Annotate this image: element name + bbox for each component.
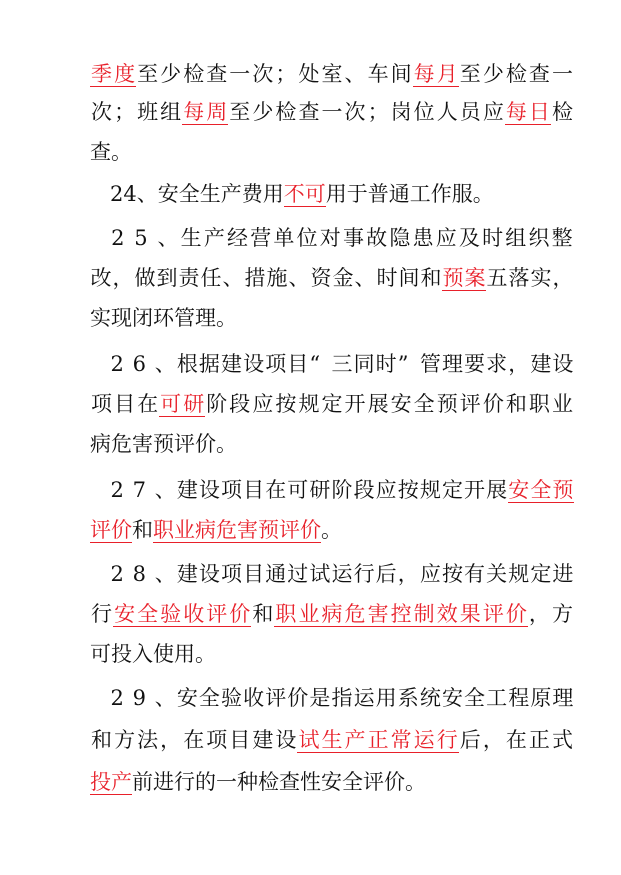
text-char: 产 [203,226,225,250]
text-char: 查 [528,62,550,86]
text-char: 项 [221,478,243,502]
text-char: ， [482,728,504,752]
text-char: 统 [419,686,441,710]
text-char: 、 [154,686,176,710]
highlighted-answer: 可研 [160,392,207,416]
text-char: 五 [486,266,508,290]
text-char: 单 [273,226,295,250]
text-char: 少 [482,62,504,86]
text-char: 预 [436,392,458,416]
text-char: 做 [134,266,156,290]
text-char: 安 [176,686,198,710]
text-char: 定 [441,478,463,502]
text-line [110,176,574,212]
text-char: 落 [508,266,530,290]
text-char: ； [275,62,297,86]
text-char: 目 [243,562,265,586]
text-char: 改 [90,266,112,290]
text-char: 过 [287,562,309,586]
text-char: 和 [91,728,113,752]
text-char: 时 [482,226,504,250]
text-char: 法 [137,728,159,752]
text-char: 有 [464,562,486,586]
highlighted-answer: 安全预 [508,478,575,502]
text-line [110,556,574,592]
text-char: 目 [243,478,265,502]
text-char: 及 [458,226,480,250]
text-char: 到 [156,266,178,290]
text-char: 理 [552,686,574,710]
text-char: 项 [265,352,287,376]
text-char: 时 [375,352,397,376]
highlighted-answer: 试生产正常运行 [298,728,460,752]
text-char: ， [552,266,574,290]
text-char: 、 [154,478,176,502]
text-char: 指 [331,686,353,710]
text-char: 次 [344,100,366,124]
text-char: 室 [321,62,343,86]
text-char: 车 [367,62,389,86]
text-char: 2 [111,226,125,250]
text-char: 实 [530,266,552,290]
text-line [90,386,574,422]
text-char: 原 [530,686,552,710]
text-char: 至 [459,62,481,86]
text-char: 设 [243,352,265,376]
text-char: 价 [482,392,504,416]
text-line [90,512,574,548]
text-char: 、 [222,266,244,290]
text-line [110,680,574,716]
text-char: 次 [252,62,274,86]
text-char: 处 [298,62,320,86]
text-char: 试 [309,562,331,586]
highlighted-answer: 每日 [505,100,552,124]
text-char: 少 [160,62,182,86]
text-char: ， [397,562,419,586]
text-line [90,636,574,672]
text-char: 在 [265,478,287,502]
text-char: 阶 [331,478,353,502]
text-run: 24、安全生产费用 [110,182,284,206]
text-char: 检 [551,100,573,124]
text-char: 进 [552,562,574,586]
text-char: 少 [252,100,274,124]
text-char: 建 [176,478,198,502]
text-line [90,134,574,170]
text-char: 、 [154,352,176,376]
text-char: 定 [321,392,343,416]
text-char: 至 [229,100,251,124]
text-char: 后 [459,728,481,752]
text-char: 金 [332,266,354,290]
text-char: 设 [552,352,574,376]
text-char: 检 [505,62,527,86]
text-char: 验 [221,686,243,710]
text-char: 展 [486,478,508,502]
text-run: 病危害预评价。 [90,432,237,456]
text-run: 前进行的一种检查性安全评价。 [132,770,426,794]
text-char: 评 [265,686,287,710]
text-char: 设 [198,478,220,502]
text-line [90,426,574,462]
text-char: 开 [344,392,366,416]
text-run: 用于普通工作服。 [325,182,494,206]
text-char: 后 [375,562,397,586]
text-char: ； [114,100,136,124]
text-char: 应 [435,226,457,250]
text-char: 是 [309,686,331,710]
text-char: 工 [486,686,508,710]
text-char: 程 [508,686,530,710]
text-char: “ [309,352,321,376]
text-line [90,722,574,758]
text-char: 应 [482,100,504,124]
text-char: 要 [464,352,486,376]
text-line [90,300,574,336]
text-char: 评 [459,392,481,416]
text-char: 据 [198,352,220,376]
text-char: 建 [221,352,243,376]
text-char: 建 [252,728,274,752]
text-char: 应 [252,392,274,416]
text-char: 全 [413,392,435,416]
text-char: 关 [486,562,508,586]
text-char: 事 [342,226,364,250]
text-char: 7 [132,478,147,502]
text-char: 措 [244,266,266,290]
text-char: 、 [354,266,376,290]
highlighted-answer: 职业病危害预评价 [153,518,321,542]
text-char: 员 [459,100,481,124]
text-char: 根 [176,352,198,376]
text-char: ； [367,100,389,124]
highlighted-answer: 投产 [90,770,132,794]
text-line [90,596,574,632]
highlighted-answer: 职业病危害控制效果评价 [275,602,529,626]
text-char: 展 [367,392,389,416]
text-char: 方 [114,728,136,752]
text-char: 职 [528,392,550,416]
text-char: 按 [397,478,419,502]
highlighted-answer: 安全验收评价 [114,602,253,626]
text-char: 建 [530,352,552,376]
text-char: 价 [287,686,309,710]
text-char: 查 [206,62,228,86]
text-char: 目 [287,352,309,376]
text-line [110,472,574,508]
text-char: 在 [505,728,527,752]
text-char: 按 [275,392,297,416]
text-char: 、 [154,562,176,586]
text-char: 通 [265,562,287,586]
text-char: 行 [91,602,113,626]
text-char: ” [397,352,409,376]
text-char: 运 [331,562,353,586]
text-run: 查。 [90,140,132,164]
text-char: 、 [344,62,366,86]
text-char: 间 [398,266,420,290]
text-char: 检 [275,100,297,124]
text-char: 间 [390,62,412,86]
text-char: 至 [137,62,159,86]
text-char: 责 [178,266,200,290]
text-char: 位 [413,100,435,124]
text-char: 定 [530,562,552,586]
text-char: 生 [180,226,202,250]
text-char: 和 [505,392,527,416]
text-char: 岗 [390,100,412,124]
text-char: 经 [227,226,249,250]
text-line [90,56,574,92]
text-char: 安 [441,686,463,710]
text-line [90,764,574,800]
text-char: 一 [229,62,251,86]
text-char: ， [112,266,134,290]
text-run: 。 [321,518,342,542]
text-char: 8 [132,562,147,586]
text-char: 2 [110,478,124,502]
text-char: 5 [134,226,148,250]
highlighted-answer: 评价 [90,518,132,542]
text-char: 6 [132,352,147,376]
text-char: 营 [250,226,272,250]
text-char: 应 [375,478,397,502]
text-char: 资 [310,266,332,290]
text-char: 理 [441,352,463,376]
text-char: 项 [91,392,113,416]
text-char: 、 [288,266,310,290]
highlighted-answer: 每周 [183,100,230,124]
text-char: 应 [419,562,441,586]
text-char: 故 [366,226,388,250]
text-char: 规 [508,562,530,586]
text-char: 班 [137,100,159,124]
text-char: 一 [551,62,573,86]
text-char: 阶 [206,392,228,416]
text-char: 全 [464,686,486,710]
text-char: 目 [114,392,136,416]
text-char: 求 [486,352,508,376]
text-char: 按 [441,562,463,586]
highlighted-answer: 季度 [91,62,138,86]
text-char: 2 [110,562,124,586]
text-char: 次 [91,100,113,124]
text-char: ， [528,602,550,626]
text-char: 2 [110,352,124,376]
text-char: 开 [464,478,486,502]
text-char: 对 [319,226,341,250]
text-char: 整 [551,226,573,250]
text-char: ， [160,728,182,752]
text-char: 目 [229,728,251,752]
text-char: 时 [376,266,398,290]
text-char: 一 [321,100,343,124]
text-char: 可 [287,478,309,502]
text-char: 业 [551,392,573,416]
text-char: 用 [375,686,397,710]
text-char: 2 [110,686,124,710]
text-char: 设 [198,562,220,586]
text-char: 规 [298,392,320,416]
text-char: 在 [183,728,205,752]
text-char: 、 [157,226,179,250]
text-char: 任 [200,266,222,290]
text-char: 项 [221,562,243,586]
text-char: 段 [353,478,375,502]
text-char: 查 [298,100,320,124]
text-char: 组 [160,100,182,124]
text-char: 组 [505,226,527,250]
text-char: 位 [296,226,318,250]
text-line [110,346,574,382]
highlighted-answer: 每月 [413,62,460,86]
text-char: 同 [353,352,375,376]
text-char: 建 [176,562,198,586]
text-char: 人 [436,100,458,124]
text-char: 安 [390,392,412,416]
text-char: 式 [551,728,573,752]
text-run: 实现闭环管理。 [90,306,237,330]
text-char: 项 [206,728,228,752]
text-char: 运 [353,686,375,710]
text-char: 三 [331,352,353,376]
highlighted-answer: 预案 [442,266,487,290]
text-char: 段 [229,392,251,416]
text-char: 系 [397,686,419,710]
text-char: 规 [419,478,441,502]
text-char: 设 [275,728,297,752]
text-line [110,220,574,256]
text-char: 正 [528,728,550,752]
text-char: 患 [412,226,434,250]
text-char: 和 [252,602,274,626]
text-char: 在 [137,392,159,416]
text-char: 施 [266,266,288,290]
text-char: 9 [132,686,147,710]
text-char: 收 [243,686,265,710]
text-char: 检 [183,62,205,86]
text-char: 全 [198,686,220,710]
text-char: 行 [353,562,375,586]
text-char: 织 [528,226,550,250]
text-char: ， [508,352,530,376]
text-char: 隐 [389,226,411,250]
text-line [90,94,574,130]
text-char: 研 [309,478,331,502]
highlighted-answer: 不可 [283,182,326,206]
text-run: 可投入使用。 [90,642,216,666]
text-line [90,260,574,296]
text-run: 和 [132,518,153,542]
text-char: 方 [551,602,573,626]
text-char: 管 [419,352,441,376]
text-char: 和 [420,266,442,290]
